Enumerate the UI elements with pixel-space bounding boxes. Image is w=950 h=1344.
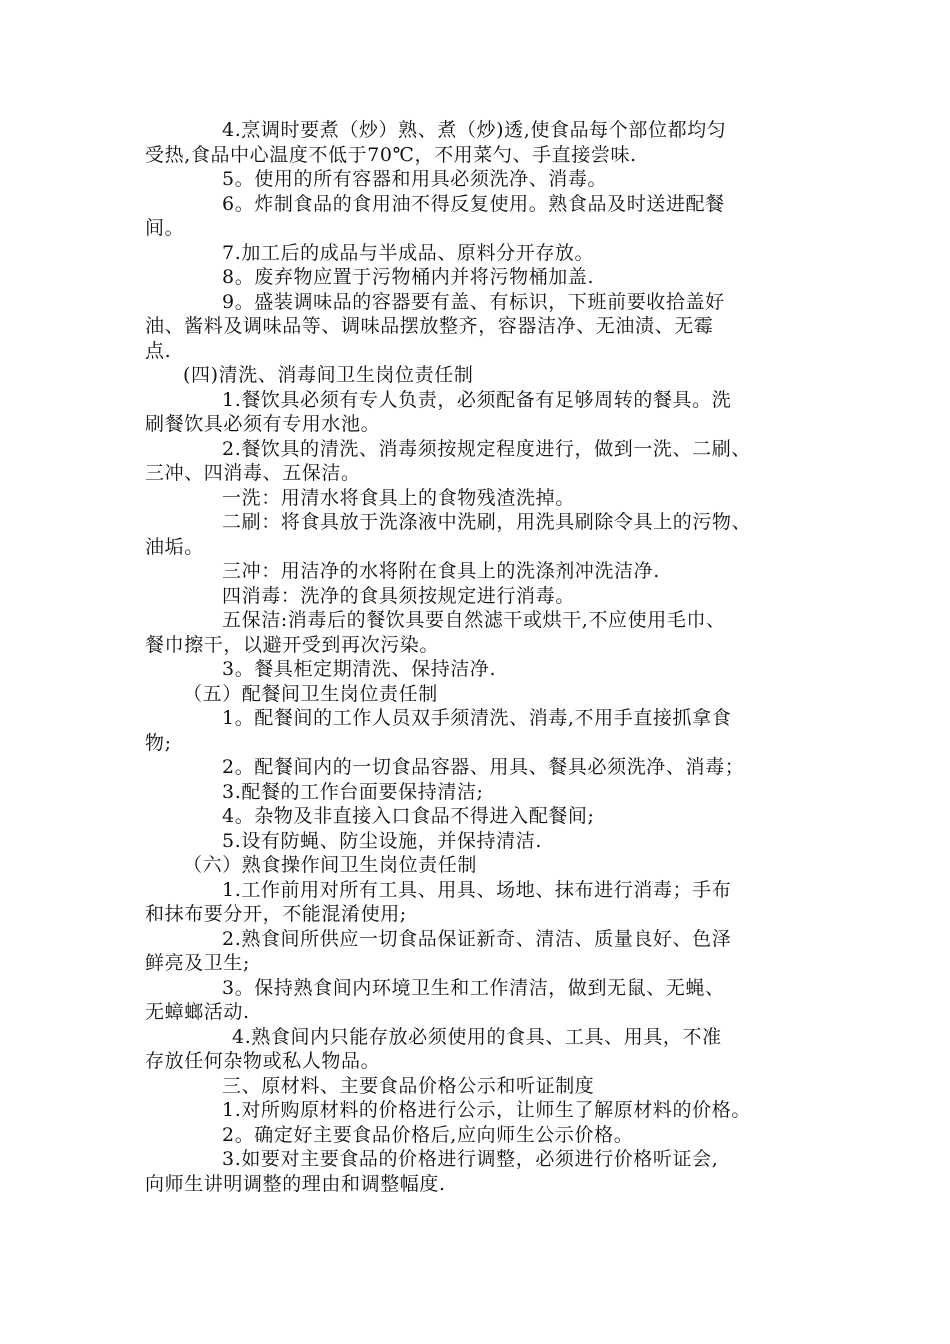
- text-line: 三冲：用洁净的水将附在食具上的洗涤剂冲洗洁净.: [222, 560, 660, 582]
- text-line: 3.如要对主要食品的价格进行调整，必须进行价格听证会,: [222, 1148, 719, 1170]
- text-line: 鲜亮及卫生;: [145, 952, 251, 974]
- text-line: 间。: [145, 217, 185, 239]
- text-line: 5.设有防蝇、防尘设施，并保持清洁.: [222, 829, 542, 852]
- text-line: 存放任何杂物或私人物品。: [145, 1050, 381, 1072]
- text-line: 无蟑螂活动.: [145, 1001, 250, 1023]
- text-line: 点.: [145, 339, 172, 362]
- text-line: 2.熟食间所供应一切食品保证新奇、清洁、质量良好、色泽: [222, 927, 732, 950]
- text-line: 油、酱料及调味品等、调味品摆放整齐，容器洁净、无油渍、无霉: [145, 315, 714, 337]
- text-line: 和抹布要分开，不能混淆使用;: [145, 903, 407, 925]
- text-line: 3.配餐的工作台面要保持清洁;: [222, 780, 484, 803]
- text-line: 油垢。: [145, 535, 204, 558]
- text-line: 2。配餐间内的一切食品容器、用具、餐具必须洗净、消毒；: [222, 756, 745, 778]
- text-line: 3。餐具柜定期清洗、保持洁净.: [222, 658, 497, 680]
- text-line: 7.加工后的成品与半成品、原料分开存放。: [222, 241, 595, 264]
- text-line: 刷餐饮具必须有专用水池。: [145, 413, 381, 435]
- text-line: 一洗：用清水将食具上的食物残渣洗掉。: [222, 486, 575, 509]
- text-line: 五保洁:消毒后的餐饮具要自然滤干或烘干,不应使用毛巾、: [222, 609, 726, 631]
- document-page: [0, 118, 950, 1196]
- text-line: （五）配餐间卫生岗位责任制: [183, 682, 438, 705]
- text-line: 1。配餐间的工作人员双手须清洗、消毒,不用手直接抓拿食: [222, 707, 732, 729]
- text-line: 4.熟食间内只能存放必须使用的食具、工具、用具，不准: [232, 1025, 722, 1048]
- text-line: 4。杂物及非直接入口食品不得进入配餐间;: [222, 805, 595, 827]
- text-line: 受热,食品中心温度不低于70℃，不用菜勺、手直接尝味.: [145, 143, 637, 166]
- text-line: 三、原材料、主要食品价格公示和听证制度: [222, 1074, 595, 1097]
- text-line: 1.对所购原材料的价格进行公示，让师生了解原材料的价格。: [222, 1099, 751, 1121]
- text-line: 2.餐饮具的清洗、消毒须按规定程度进行，做到一洗、二刷、: [222, 437, 751, 460]
- text-line: 4.烹调时要煮（炒）熟、煮（炒)透,使食品每个部位都均匀: [222, 119, 727, 141]
- text-line: 2。确定好主要食品价格后,应向师生公示价格。: [222, 1123, 634, 1146]
- text-line: 三冲、四消毒、五保洁。: [145, 462, 361, 484]
- text-line: 1.餐饮具必须有专人负责，必须配备有足够周转的餐具。洗: [222, 388, 732, 411]
- text-line: 向师生讲明调整的理由和调整幅度.: [145, 1172, 446, 1195]
- text-line: 餐巾擦干，以避开受到再次污染。: [145, 633, 440, 656]
- text-line: 1.工作前用对所有工具、用具、场地、抹布进行消毒；手布: [222, 878, 732, 901]
- text-line: 8。废弃物应置于污物桶内并将污物桶加盖.: [222, 266, 595, 288]
- text-line: 3。保持熟食间内环境卫生和工作清洁，做到无鼠、无蝇、: [222, 976, 725, 999]
- text-line: 四消毒：洗净的食具须按规定进行消毒。: [222, 584, 575, 607]
- text-line: 9。盛装调味品的容器要有盖、有标识，下班前要收拾盖好: [222, 290, 725, 313]
- text-line: 二刷：将食具放于洗涤液中洗刷，用洗具刷除令具上的污物、: [222, 511, 752, 533]
- text-line: (四)清洗、消毒间卫生岗位责任制: [183, 364, 474, 386]
- text-line: 物;: [145, 731, 172, 754]
- text-line: 6。炸制食品的食用油不得反复使用。熟食品及时送进配餐: [222, 192, 725, 215]
- text-line: （六）熟食操作间卫生岗位责任制: [183, 854, 478, 876]
- text-line: 5。使用的所有容器和用具必须洗净、消毒。: [222, 168, 608, 190]
